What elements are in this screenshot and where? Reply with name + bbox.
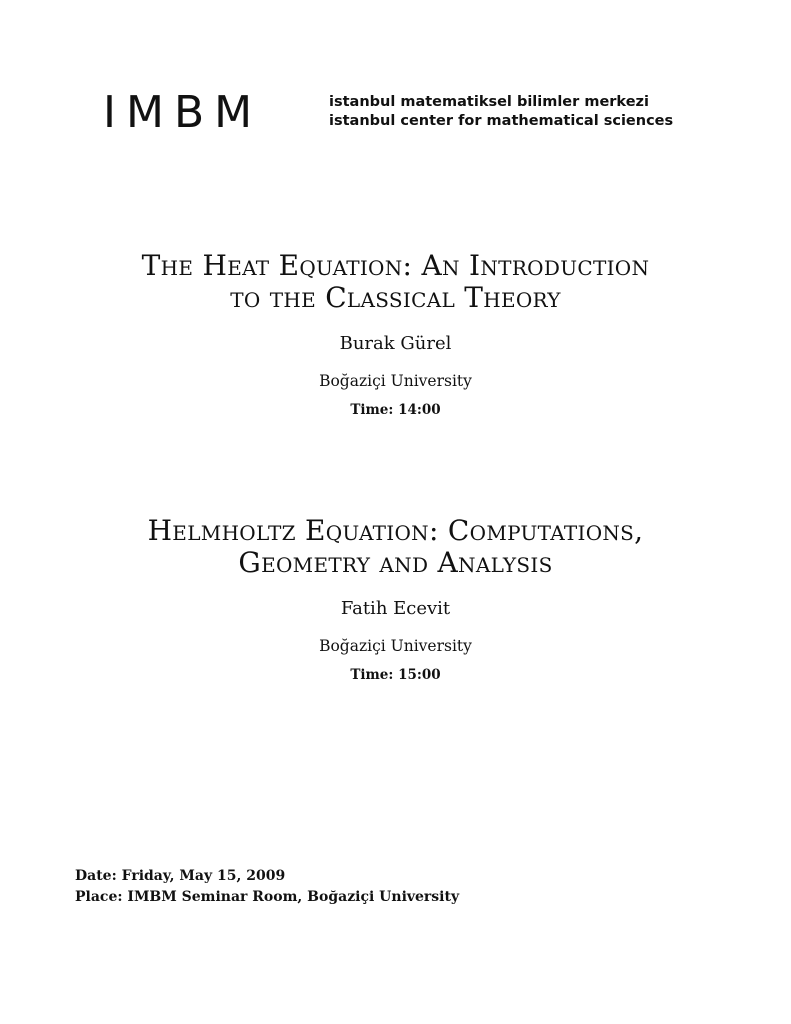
institute-name-english: istanbul center for mathematical sciences (329, 113, 674, 129)
talk-2 (0, 515, 791, 684)
talk-2-title-line-2: Geometry and Analysis (238, 546, 553, 579)
talk-1 (0, 250, 791, 419)
talk-2-title-line-1: Helmholtz Equation: Computations, (147, 514, 644, 547)
talk-1-affiliation: Boğaziçi University (319, 372, 472, 390)
institute-name (329, 93, 673, 131)
talk-1-time: Time: 14:00 (350, 402, 441, 418)
event-place: Place: IMBM Seminar Room, Boğaziçi University (75, 889, 460, 905)
talk-2-speaker: Fatih Ecevit (340, 598, 451, 619)
talk-2-time: Time: 15:00 (350, 667, 441, 683)
talk-1-title (46, 250, 746, 314)
header (103, 88, 703, 138)
talk-1-title-line-1: The Heat Equation: An Introduction (141, 249, 650, 282)
talk-1-speaker: Burak Gürel (339, 333, 452, 354)
talk-2-title (46, 515, 746, 579)
event-details (75, 866, 459, 908)
imbm-logo: IMBM (103, 87, 263, 138)
institute-name-turkish: istanbul matematiksel bilimler merkezi (329, 94, 649, 110)
talk-1-title-line-2: to the Classical Theory (230, 281, 561, 314)
talk-2-affiliation: Boğaziçi University (319, 637, 472, 655)
event-date: Date: Friday, May 15, 2009 (75, 868, 286, 884)
